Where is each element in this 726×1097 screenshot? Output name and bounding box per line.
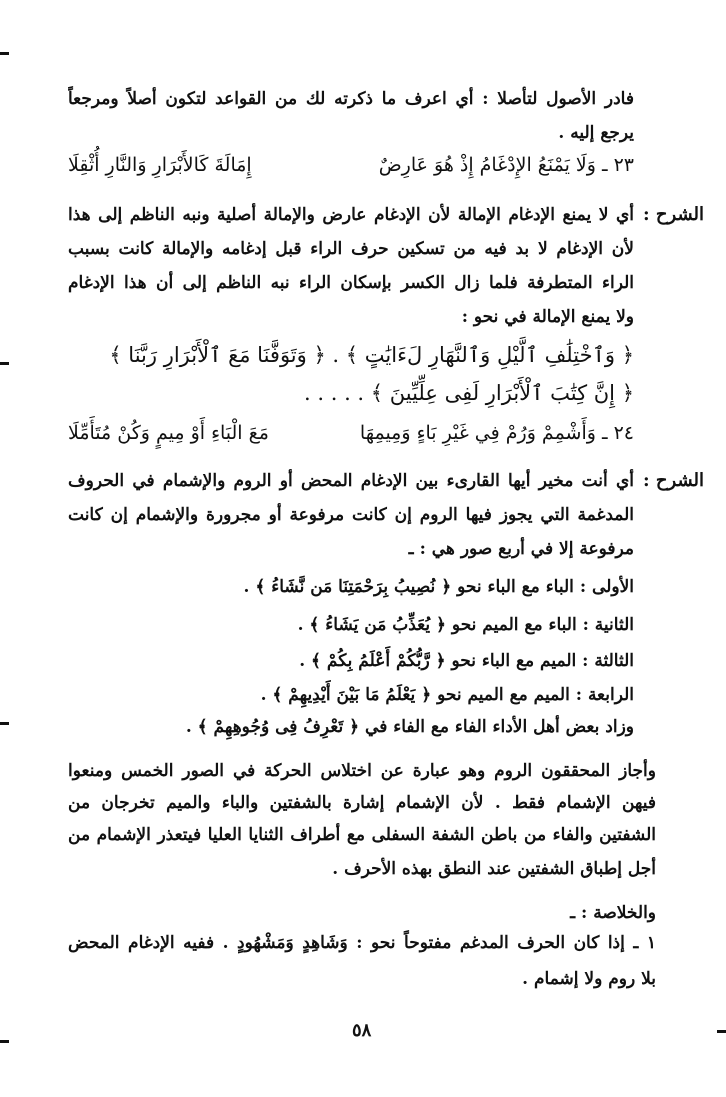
sharh-line: ولا يمنع الإمالة في نحو : — [461, 307, 634, 327]
page-edge-mark — [0, 52, 9, 55]
case-text: الميم مع الباء نحو ﴿ رَّبُّكُمْ أَعْلَمُ بِكُمْ ﴾ . — [299, 651, 577, 671]
extra-case-line: وزاد بعض أهل الأداء الفاء مع الفاء في ﴿ تَعْرِفُ فِى وُجُوهِهِمْ ﴾ . — [185, 717, 634, 737]
paragraph-line: وأجاز المحققون الروم وهو عبارة عن اختلاس الحركة في الصور الخمس ومنعوا — [68, 761, 656, 781]
intro-line: فادر الأصول لتأصلا : أي اعرف ما ذكرته لك من القواعد لتكون أصلاً ومرجعاً — [68, 89, 634, 109]
page-edge-mark — [717, 1030, 726, 1033]
case-line — [261, 682, 634, 708]
paragraph-line: أجل إطباق الشفتين عند النطق بهذه الأحرف . — [332, 859, 656, 879]
case-label: الثالثة : — [582, 651, 634, 671]
sharh-line: أي لا يمنع الإدغام الإمالة لأن الإدغام عارض والإمالة أصلية ونبه الناظم إلى هذا — [68, 205, 634, 225]
case-line — [298, 612, 634, 638]
summary-line: ١ ـ إذا كان الحرف المدغم مفتوحاً نحو : وَشَاهِدٍ وَمَشْهُودٍ . ففيه الإدغام المحض — [68, 933, 656, 953]
sharh-line: مرفوعة إلا في أربع صور هي : ـ — [408, 539, 634, 559]
page-number: ٥٨ — [352, 1020, 372, 1041]
case-label: الثانية : — [582, 615, 634, 635]
sharh-label: الشرح : — [642, 470, 704, 491]
page-edge-mark — [0, 722, 9, 725]
verse-23-second-hemistich: إِمَالَةَ كَالأَبْرَارِ وَالنَّارِ أُثْقِلَا — [68, 154, 252, 176]
case-label: الأولى : — [579, 577, 634, 597]
sharh-line: لأن الإدغام لا بد فيه من تسكين حرف الراء قبل إدغامه والإمالة كانت بسبب — [68, 239, 634, 259]
case-text: الميم مع الميم نحو ﴿ يَعْلَمُ مَا بَيْنَ أَيْدِيهِمْ ﴾ . — [260, 685, 570, 705]
sharh-line: الراء المتطرفة فلما زال الكسر بإسكان الراء نبه الناظم إلى أن هذا الإدغام — [68, 273, 634, 293]
summary-heading: والخلاصة : ـ — [570, 903, 656, 923]
case-label: الرابعة : — [575, 685, 634, 705]
page-edge-mark — [0, 362, 9, 365]
page-edge-mark — [0, 1040, 9, 1043]
sharh-line: أي أنت مخير أيها القارىء بين الإدغام المحض أو الروم والإشمام في الحروف — [68, 471, 634, 491]
verse-23-first-hemistich: ٢٣ ـ وَلَا يَمْنَعُ الإِدْغَامُ إِذْ هُوَ عَارِضٌ — [378, 154, 634, 176]
intro-line: يرجع إليه . — [558, 123, 634, 143]
quran-quote: ﴿ إِنَّ كِتَٰبَ ٱلْأَبْرَارِ لَفِى عِلِّيِّينَ ﴾ . . . . . — [304, 381, 634, 405]
verse-24-first-hemistich: ٢٤ ـ وَأَشْمِمْ وَرُمْ فِي غَيْرِ بَاءٍ وَمِيمِهَا — [359, 422, 634, 444]
case-line — [244, 574, 634, 600]
sharh-line: المدغمة التي يجوز فيها الروم إن كانت مرفوعة أو مجرورة والإشمام إن كانت — [68, 505, 634, 525]
verse-24-second-hemistich: مَعَ الْبَاءِ أَوْ مِيمٍ وَكُنْ مُتَأَمِّلَا — [68, 422, 269, 444]
paragraph-line: فيهن الإشمام فقط . لأن الإشمام إشارة بالشفتين والباء والميم تخرجان من — [68, 793, 656, 813]
sharh-label: الشرح : — [642, 204, 704, 225]
case-line — [299, 648, 634, 674]
case-text: الباء مع الباء نحو ﴿ نُصِيبُ بِرَحْمَتِنَا مَن نَّشَاءُ ﴾ . — [243, 577, 574, 597]
quran-quote: ﴿ وَٱخْتِلَٰفِ ٱلَّيْلِ وَٱلنَّهَارِ لَءَايَٰتٍ ﴾ . ﴿ وَتَوَفَّنَا مَعَ ٱلْأَبْرَارِ رَبَّنَا ﴾ — [109, 343, 634, 367]
case-text: الباء مع الميم نحو ﴿ يُعَذِّبُ مَن يَشَاءُ ﴾ . — [297, 615, 577, 635]
summary-line: بلا روم ولا إشمام . — [522, 969, 656, 989]
paragraph-line: الشفتين والفاء من باطن الشفة السفلى مع أطراف الثنايا العليا فيتعذر الإشمام من — [68, 825, 656, 845]
